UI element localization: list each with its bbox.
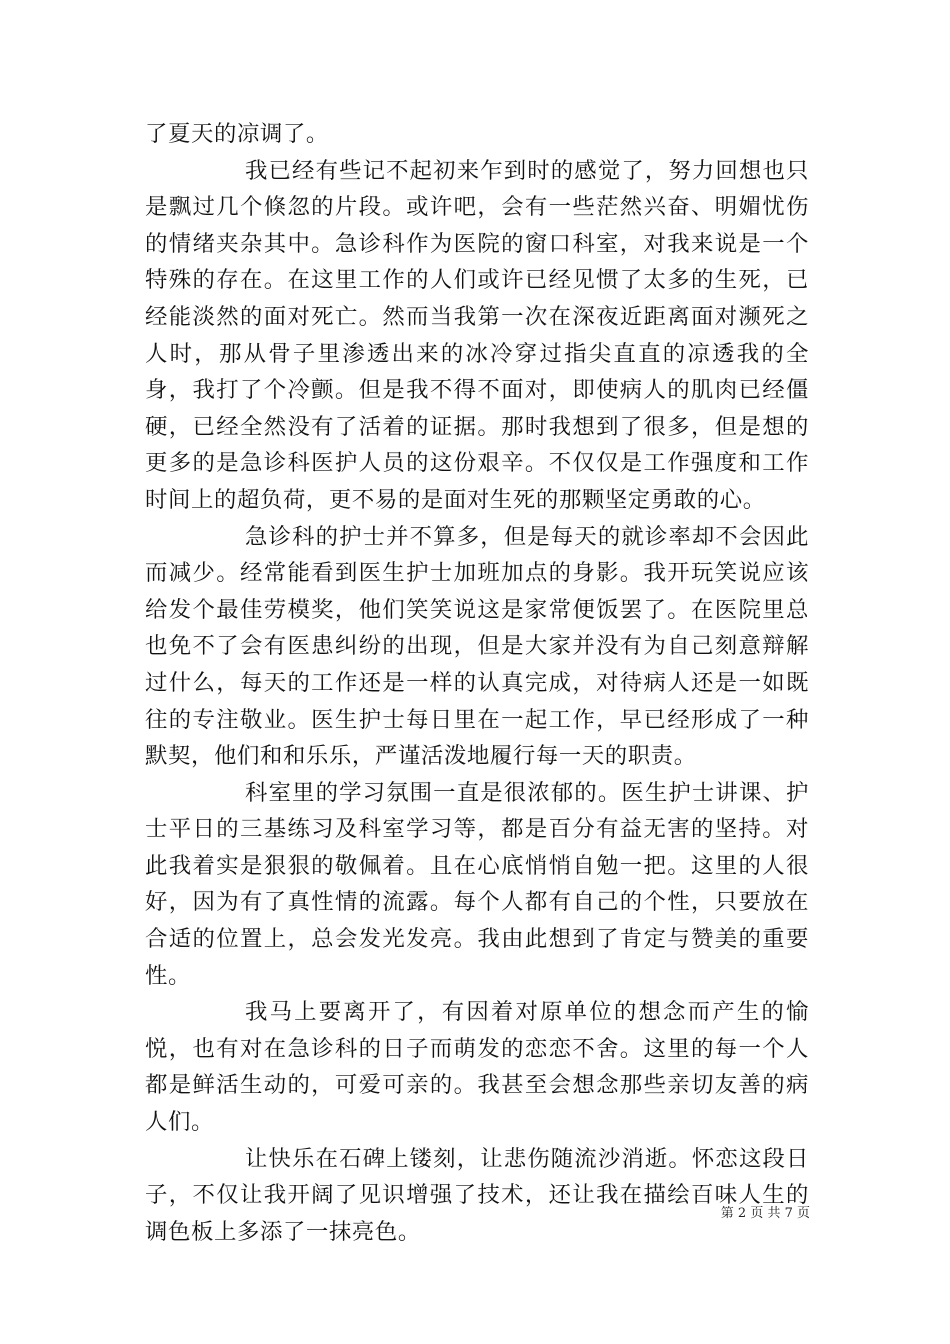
paragraph-5: 我马上要离开了，有因着对原单位的想念而产生的愉悦，也有对在急诊科的日子而萌发的恋恋不舍。这里的每一个人都是鲜活生动的，可爱可亲的。我甚至会想念那些亲切友善的病人们。 [145,999,809,1136]
paragraph-4: 科室里的学习氛围一直是很浓郁的。医生护士讲课、护士平日的三基练习及科室学习等，都是百分有益无害的坚持。对此我着实是狠狠的敬佩着。且在心底悄悄自勉一把。这里的人很好，因为有了真性情的流露。每个人都有自己的个性，只要放在合适的位置上，总会发光发亮。我由此想到了肯定与赞美的重要性。 [145,779,809,989]
page-number-footer: 第 2 页 共 7 页 [720,1206,810,1221]
paragraph-2: 我已经有些记不起初来乍到时的感觉了，努力回想也只是飘过几个倏忽的片段。或许吧，会有一些茫然兴奋、明媚忧伤的情绪夹杂其中。急诊科作为医院的窗口科室，对我来说是一个特殊的存在。在这里工作的人们或许已经见惯了太多的生死，已经能淡然的面对死亡。然而当我第一次在深夜近距离面对濒死之人时，那从骨子里渗透出来的冰冷穿过指尖直直的凉透我的全身，我打了个冷颤。但是我不得不面对，即使病人的肌肉已经僵硬，已经全然没有了活着的证据。那时我想到了很多，但是想的更多的是急诊科医护人员的这份艰辛。不仅仅是工作强度和工作时间上的超负荷，更不易的是面对生死的那颗坚定勇敢的心。 [145,157,809,513]
paragraph-3: 急诊科的护士并不算多，但是每天的就诊率却不会因此而减少。经常能看到医生护士加班加点的身影。我开玩笑说应该给发个最佳劳模奖，他们笑笑说这是家常便饭罢了。在医院里总也免不了会有医患纠纷的出现，但是大家并没有为自己刻意辩解过什么，每天的工作还是一样的认真完成，对待病人还是一如既往的专注敬业。医生护士每日里在一起工作，早已经形成了一种默契，他们和和乐乐，严谨活泼地履行每一天的职责。 [145,523,809,770]
paragraph-1: 了夏天的凉调了。 [145,121,329,147]
document-body [145,116,809,1250]
paragraph-6: 让快乐在石碑上镂刻，让悲伤随流沙消逝。怀恋这段日子，不仅让我开阔了见识增强了技术，还让我在描绘百味人生的调色板上多添了一抹亮色。 [145,1145,809,1245]
